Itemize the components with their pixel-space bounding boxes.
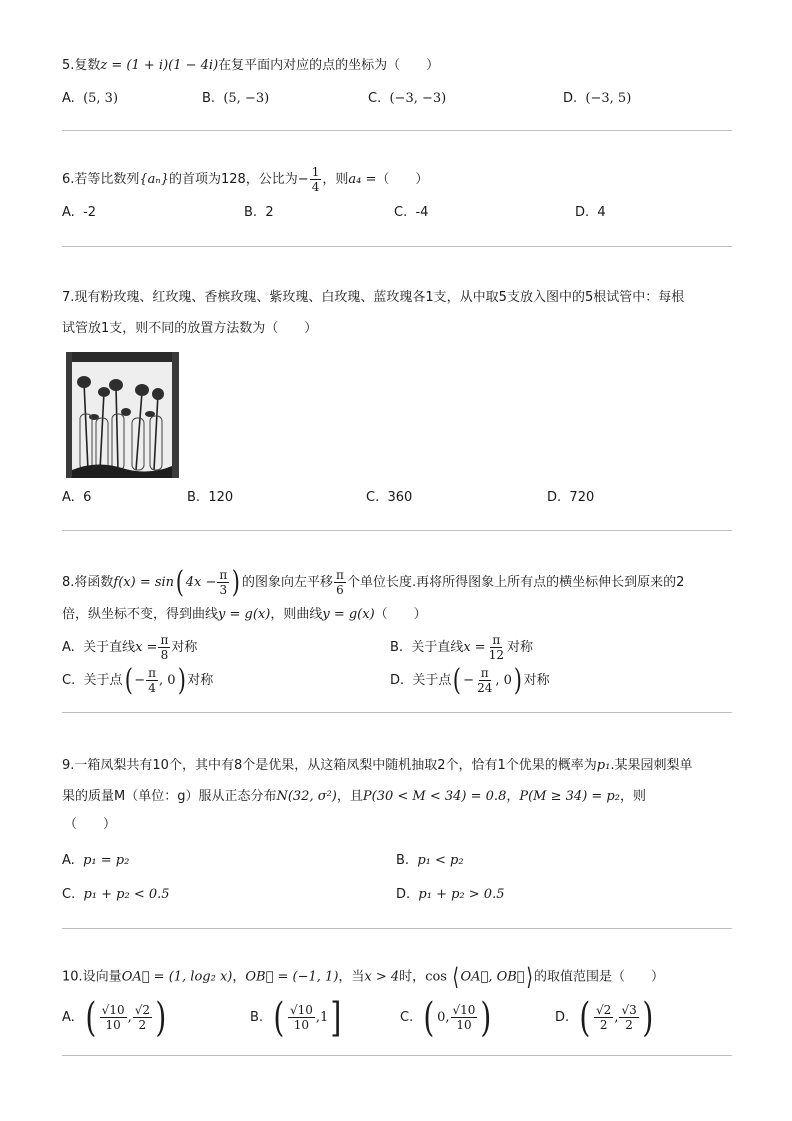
q5-option-d[interactable]: D. (−3, 5) — [563, 91, 632, 106]
question-8-line-2: 倍，纵坐标不变，得到曲线y = g(x)，则曲线y = g(x)（ ） — [62, 607, 427, 622]
divider — [62, 246, 732, 247]
divider — [62, 130, 732, 131]
q7-option-b[interactable]: B. 120 — [187, 490, 234, 505]
q6-option-a[interactable]: A. -2 — [62, 205, 97, 220]
divider — [62, 1055, 732, 1056]
q9-option-a[interactable]: A. p₁ = p₂ — [62, 853, 130, 868]
q5-option-b[interactable]: B. (5, −3) — [202, 91, 270, 106]
q10-option-a[interactable]: A. ( $\frac{√10}{10}$ , $\frac{√2}{2}$ ) — [62, 994, 167, 1041]
question-6-stem: 6.若等比数列{aₙ}的首项为128，公比为− $\frac{1}{4}$ ，则a₄ =（ ） — [62, 165, 429, 194]
divider — [62, 530, 732, 531]
question-8-line-1: 8.将函数f(x) = sin( 4x − $\frac{\pi}{3}$ ) 的图象向左平移 $\frac{\pi}{6}$ 个单位长度.再将所得图象上所有点的横坐标伸长到原来的2 — [62, 564, 685, 600]
q8-option-a[interactable]: A. 关于直线x = $\frac{\pi}{8}$ 对称 — [62, 633, 198, 662]
question-9-line-2: 果的质量M（单位：g）服从正态分布N(32, σ²)，且P(30 < M < 34) = 0.8，P(M ≥ 34) = p₂，则 — [62, 789, 646, 804]
q5-option-c[interactable]: C. (−3, −3) — [368, 91, 447, 106]
question-9-line-3: （ ） — [64, 817, 117, 832]
q6-option-d[interactable]: D. 4 — [575, 205, 606, 220]
q9-option-c[interactable]: C. p₁ + p₂ < 0.5 — [62, 887, 170, 902]
q6-option-b[interactable]: B. 2 — [244, 205, 274, 220]
q5-option-a[interactable]: A. (5, 3) — [62, 91, 119, 106]
q8-option-c[interactable]: C. 关于点( − $\frac{\pi}{4}$ , 0) 对称 — [62, 662, 214, 698]
question-5-stem: 5.复数z = (1 + i)(1 − 4i)在复平面内对应的点的坐标为（ ） — [62, 58, 440, 73]
divider — [62, 712, 732, 713]
question-9-line-1: 9.一箱凤梨共有10个，其中有8个是优果，从这箱凤梨中随机抽取2个，恰有1个优果的概率为p₁.某果园刺梨单 — [62, 758, 693, 773]
question-7-line-1: 7.现有粉玫瑰、红玫瑰、香槟玫瑰、紫玫瑰、白玫瑰、蓝玫瑰各1支，从中取5支放入图中的5根试管中：每根 — [62, 290, 685, 305]
q7-option-c[interactable]: C. 360 — [366, 490, 413, 505]
question-10-stem: 10.设向量OA⃗ = (1, log₂ x)，OB⃗ = (−1, 1)，当x > 4时，cos ⟨OA⃗, OB⃗⟩的取值范围是（ ） — [62, 963, 664, 991]
question-7-line-2: 试管放1支，则不同的放置方法数为（ ） — [62, 321, 318, 336]
q7-option-d[interactable]: D. 720 — [547, 490, 595, 505]
divider — [62, 928, 732, 929]
q10-option-d[interactable]: D. ( $\frac{√2}{2}$ , $\frac{√3}{2}$ ) — [555, 994, 654, 1041]
test-tube-roses-image — [66, 352, 179, 478]
q6-option-c[interactable]: C. -4 — [394, 205, 429, 220]
q9-option-b[interactable]: B. p₁ < p₂ — [396, 853, 464, 868]
q10-option-b[interactable]: B. ( $\frac{√10}{10}$ ,1] — [250, 994, 342, 1041]
q8-option-b[interactable]: B. 关于直线x = $\frac{\pi}{12}$ 对称 — [390, 633, 533, 662]
q10-option-c[interactable]: C. ( 0, $\frac{√10}{10}$ ) — [400, 994, 492, 1041]
q7-option-a[interactable]: A. 6 — [62, 490, 92, 505]
q8-option-d[interactable]: D. 关于点( − $\frac{\pi}{24}$ , 0) 对称 — [390, 662, 550, 698]
q9-option-d[interactable]: D. p₁ + p₂ > 0.5 — [396, 887, 505, 902]
ratio-fraction: $\frac{1}{4}$ — [311, 165, 320, 194]
